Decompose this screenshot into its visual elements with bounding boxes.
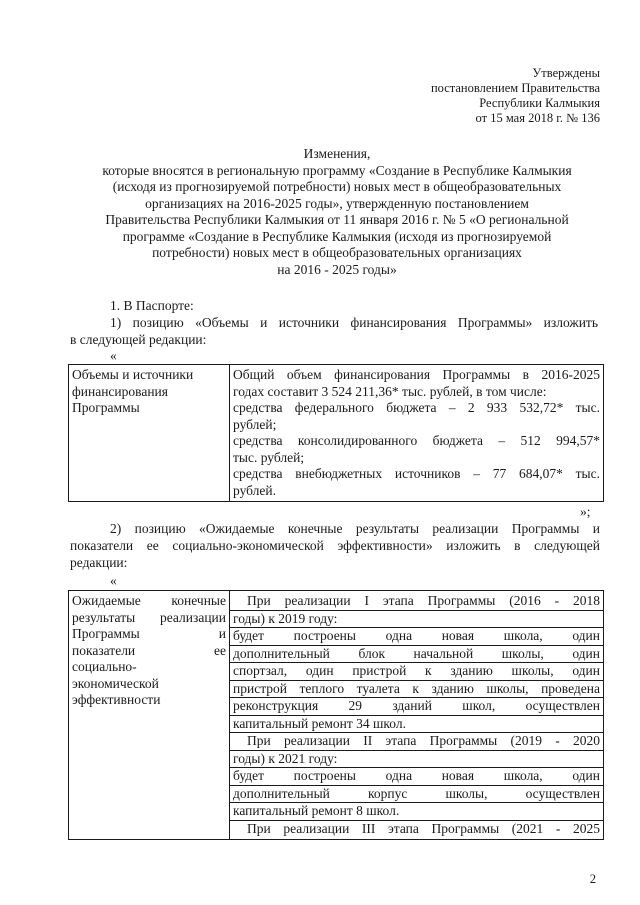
- paragraph-line: показатели ее социально-экономической эффективности» изложить в следующей: [70, 538, 600, 553]
- approval-line: постановлением Правительства: [430, 81, 600, 95]
- title-line: потребности) новых мест в общеобразовательных организациях: [152, 245, 522, 260]
- title-line: Изменения,: [303, 146, 371, 161]
- financing-table: [68, 364, 604, 502]
- table-label-cell: Ожидаемые конечные результаты реализации Программы и показатели ее социально- экономической эффективности: [69, 591, 230, 840]
- title-line: (исходя из прогнозируемой потребности) новых мест в общеобразовательных: [112, 179, 562, 194]
- title-line: организациях на 2016-2025 годы», утвержденную постановлением: [145, 195, 529, 211]
- title-line: которые вносятся в региональную программу «Создание в Республике Калмыкия: [102, 162, 572, 178]
- results-table: [68, 590, 604, 840]
- approval-line: Утверждены: [532, 66, 600, 80]
- title-line: Правительства Республики Калмыкия от 11 января 2016 г. № 5 «О региональной: [105, 212, 569, 227]
- document-title: [70, 146, 604, 278]
- close-quote: »;: [580, 504, 591, 519]
- page-number: 2: [589, 872, 596, 886]
- approval-stamp: [360, 66, 600, 126]
- section-heading: 1. В Паспорте:: [110, 298, 194, 313]
- title-line: программе «Создание в Республике Калмыкия (исходя из прогнозируемой: [122, 228, 552, 244]
- open-quote: «: [110, 573, 117, 588]
- table-value-cell: При реализации I этапа Программы (2016 - 2018 годы) к 2019 году: будет построены одна новая школа, один дополнительный блок начальной школы, один спортзал, один пристрой к зданию школы, один пристрой теплого туалета к зданию школы, проведена реконструкция 29 зданий школ, осуществлен капитальный ремонт 34 школ. При реализации II этапа Программы (2019 - 2020 годы) к 2021 году: будет построены одна новая школа, один дополнительный корпус школы, осуществлен капитальный ремонт 8 школ. При реализации III этапа Программы (2021 - 2025: [230, 591, 604, 840]
- title-line: на 2016 - 2025 годы»: [277, 261, 397, 277]
- paragraph-line: редакции:: [70, 555, 128, 570]
- open-quote: «: [110, 348, 117, 363]
- table-value-cell: Общий объем финансирования Программы в 2016-2025 годах составит 3 524 211,36* тыс. рублей, в том числе: средства федерального бюджета – 2 933 532,72* тыс. рублей; средства консолидированного бюджета – 512 994,57* тыс. рублей; средства внебюджетных источников – 77 684,07* тыс. рублей.: [230, 365, 604, 502]
- table-label-cell: Объемы и источники финансирования Программы: [69, 365, 230, 502]
- paragraph-line: 1) позицию «Объемы и источники финансирования Программы» изложить: [110, 315, 598, 330]
- paragraph-line: в следующей редакции:: [70, 332, 207, 347]
- paragraph-line: 2) позицию «Ожидаемые конечные результаты реализации Программы и: [110, 521, 600, 536]
- approval-line: Республики Калмыкия: [479, 96, 600, 110]
- approval-line: от 15 мая 2018 г. № 136: [475, 111, 600, 125]
